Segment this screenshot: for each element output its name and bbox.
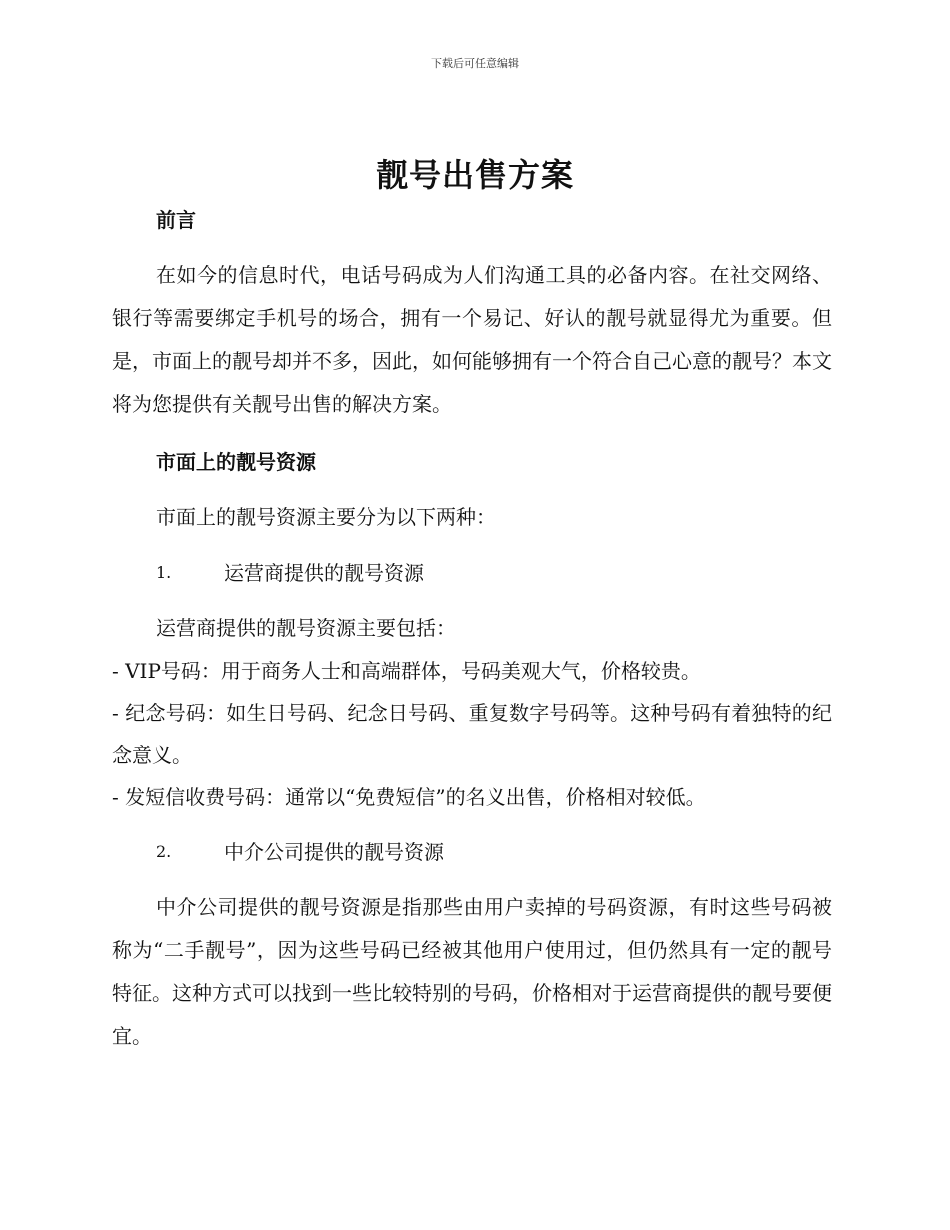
item-number: 2. xyxy=(156,842,172,861)
preface-paragraph: 在如今的信息时代，电话号码成为人们沟通工具的必备内容。在社交网络、银行等需要绑定手机号的场合，拥有一个易记、好认的靓号就显得尤为重要。但是，市面上的靓号却并不多，因此，如何能够拥有一个符合自己心意的靓号？本文将为您提供有关靓号出售的解决方案。 xyxy=(112,263,832,416)
section-heading-preface: 前言 xyxy=(156,208,196,232)
operator-intro: 运营商提供的靓号资源主要包括： xyxy=(156,616,456,640)
bullet-vip: - VIP号码：用于商务人士和高端群体，号码美观大气，价格较贵。 xyxy=(112,659,701,683)
market-intro: 市面上的靓号资源主要分为以下两种： xyxy=(156,505,496,529)
document-title: 靓号出售方案 xyxy=(375,156,574,194)
section-heading-market: 市面上的靓号资源 xyxy=(156,450,316,474)
item-label: 运营商提供的靓号资源 xyxy=(224,561,424,585)
header-note: 下载后可任意编辑 xyxy=(431,57,519,70)
item-number: 1. xyxy=(156,563,172,582)
item-label: 中介公司提供的靓号资源 xyxy=(224,840,444,864)
document-body xyxy=(112,200,832,1058)
bullet-commemorative: - 纪念号码：如生日号码、纪念日号码、重复数字号码等。这种号码有着独特的纪念意义。 xyxy=(112,701,832,767)
bullet-sms: - 发短信收费号码：通常以“免费短信”的名义出售，价格相对较低。 xyxy=(112,785,706,809)
numbered-item-1 xyxy=(112,553,832,593)
agency-paragraph: 中介公司提供的靓号资源是指那些由用户卖掉的号码资源，有时这些号码被称为“二手靓号”，因为这些号码已经被其他用户使用过，但仍然具有一定的靓号特征。这种方式可以找到一些比较特别的号码，价格相对于运营商提供的靓号要便宜。 xyxy=(112,895,832,1048)
numbered-item-2 xyxy=(112,832,832,872)
